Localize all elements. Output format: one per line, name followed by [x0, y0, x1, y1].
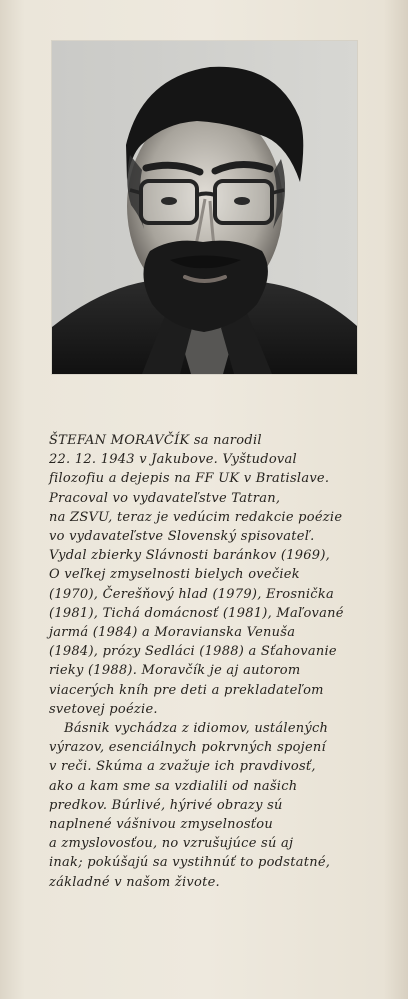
bio-line-13: rieky (1988). Moravčík je aj autorom	[49, 663, 301, 679]
left-eye	[161, 197, 177, 205]
bio-line-2: 22. 12. 1943 v Jakubove. Vyštudoval	[49, 452, 297, 468]
essay-line-3: v reči. Skúma a zvažuje ich pravdivosť,	[49, 759, 316, 775]
essay-line-6: naplnené vášnivou zmyselnosťou	[49, 817, 273, 833]
essay-line-1: Básnik vychádza z idiomov, ustálených	[64, 721, 329, 737]
bio-line-8: O veľkej zmyselnosti bielych ovečiek	[49, 567, 300, 583]
bio-line-12: (1984), prózy Sedláci (1988) a Sťahovanie	[49, 644, 337, 660]
right-eye	[234, 197, 250, 205]
glasses-bridge	[197, 194, 215, 196]
bio-line-3: filozofiu a dejepis na FF UK v Bratislave.	[49, 471, 330, 487]
essay-line-7: a zmyslovosťou, no vzrušujúce sú aj	[49, 836, 294, 852]
bio-line-6: vo vydavateľstve Slovenský spisovateľ.	[49, 529, 315, 545]
bio-line-9: (1970), Čerešňový hlad (1979), Erosnička	[49, 586, 334, 602]
bio-line-11: jarmá (1984) a Moravianska Venuša	[49, 625, 296, 641]
author-portrait-photo	[52, 41, 357, 374]
essay-line-4: ako a kam sme sa vzdialili od našich	[49, 778, 298, 794]
author-bio-block	[49, 431, 374, 892]
bio-line-5: na ZSVU, teraz je vedúcim redakcie poézie	[49, 509, 343, 525]
essay-line-5: predkov. Búrlivé, hýrivé obrazy sú	[49, 797, 283, 813]
bio-line-10: (1981), Tichá domácnosť (1981), Maľované	[49, 605, 344, 621]
portrait-illustration	[52, 41, 357, 374]
bio-line-4: Pracoval vo vydavateľstve Tatran,	[49, 490, 281, 506]
bio-line-14: viacerých kníh pre deti a prekladateľom	[49, 682, 324, 698]
bio-line-7: Vydal zbierky Slávnosti baránkov (1969),	[49, 548, 331, 564]
essay-line-8: inak; pokúšajú sa vystihnúť to podstatné,	[49, 855, 331, 871]
bio-line-1: ŠTEFAN MORAVČÍK sa narodil	[49, 433, 262, 448]
essay-line-2: výrazov, esenciálnych pokrvných spojení	[49, 740, 326, 756]
essay-line-9: základné v našom živote.	[49, 874, 220, 890]
bio-line-15: svetovej poézie.	[49, 701, 158, 717]
